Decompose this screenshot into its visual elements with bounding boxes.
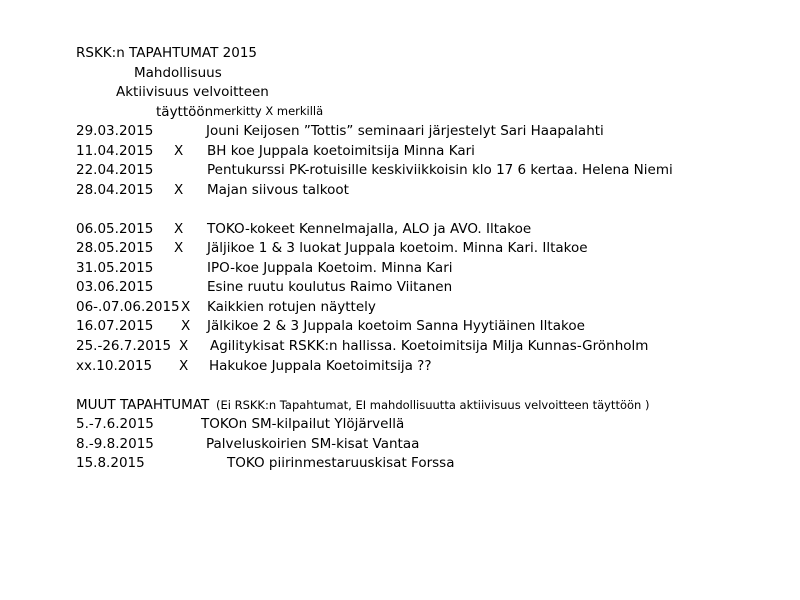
- other-events-title: MUUT TAPAHTUMAT: [76, 397, 210, 413]
- other-event-desc: TOKOn SM-kilpailut Ylöjärvellä: [201, 416, 405, 432]
- other-event-desc: TOKO piirinmestaruuskisat Forssa: [227, 455, 455, 471]
- event-mark: X: [174, 143, 184, 159]
- event-mark: X: [179, 338, 189, 354]
- event-desc: Majan siivous talkoot: [207, 182, 349, 198]
- event-mark: X: [181, 318, 191, 334]
- header-line-4a: täyttöön: [156, 104, 214, 120]
- event-date: 22.04.2015: [76, 162, 154, 178]
- event-mark: X: [174, 182, 184, 198]
- event-desc: Jäljikoe 1 & 3 luokat Juppala koetoim. Minna Kari. Iltakoe: [207, 240, 588, 256]
- other-event-date: 15.8.2015: [76, 455, 145, 471]
- event-date: 25.-26.7.2015: [76, 338, 172, 354]
- event-desc: BH koe Juppala koetoimitsija Minna Kari: [207, 143, 475, 159]
- document-title: RSKK:n TAPAHTUMAT 2015: [76, 45, 258, 61]
- other-events-note: (Ei RSKK:n Tapahtumat, EI mahdollisuutta aktiivisuus velvoitteen täyttöön ): [216, 398, 650, 412]
- header-line-2: Mahdollisuus: [134, 65, 222, 81]
- event-date: 29.03.2015: [76, 123, 154, 139]
- event-mark: X: [179, 358, 189, 374]
- header-line-3: Aktiivisuus velvoitteen: [116, 84, 269, 100]
- event-desc: Kaikkien rotujen näyttely: [207, 299, 376, 315]
- event-desc: Agilitykisat RSKK:n hallissa. Koetoimitsija Milja Kunnas-Grönholm: [210, 338, 649, 354]
- other-event-date: 8.-9.8.2015: [76, 436, 154, 452]
- event-desc: Jouni Keijosen ”Tottis” seminaari järjestelyt Sari Haapalahti: [206, 123, 604, 139]
- event-desc: TOKO-kokeet Kennelmajalla, ALO ja AVO. Iltakoe: [207, 221, 532, 237]
- event-desc: IPO-koe Juppala Koetoim. Minna Kari: [207, 260, 453, 276]
- event-mark: X: [174, 221, 184, 237]
- other-event-desc: Palveluskoirien SM-kisat Vantaa: [206, 436, 420, 452]
- event-mark: X: [181, 299, 191, 315]
- event-date: 16.07.2015: [76, 318, 154, 334]
- other-event-date: 5.-7.6.2015: [76, 416, 154, 432]
- event-date: 03.06.2015: [76, 279, 154, 295]
- event-desc: Hakukoe Juppala Koetoimitsija ??: [209, 358, 432, 374]
- header-line-4b: merkitty X merkillä: [213, 104, 324, 118]
- event-date: 11.04.2015: [76, 143, 154, 159]
- event-date: 06.05.2015: [76, 221, 154, 237]
- event-date: 28.05.2015: [76, 240, 154, 256]
- event-desc: Jälkikoe 2 & 3 Juppala koetoim Sanna Hyytiäinen Iltakoe: [207, 318, 585, 334]
- event-date: 06-.07.06.2015: [76, 299, 180, 315]
- event-desc: Pentukurssi PK-rotuisille keskiviikkoisin klo 17 6 kertaa. Helena Niemi: [207, 162, 673, 178]
- event-date: 31.05.2015: [76, 260, 154, 276]
- event-date: xx.10.2015: [76, 358, 153, 374]
- event-desc: Esine ruutu koulutus Raimo Viitanen: [207, 279, 453, 295]
- event-date: 28.04.2015: [76, 182, 154, 198]
- event-mark: X: [174, 240, 184, 256]
